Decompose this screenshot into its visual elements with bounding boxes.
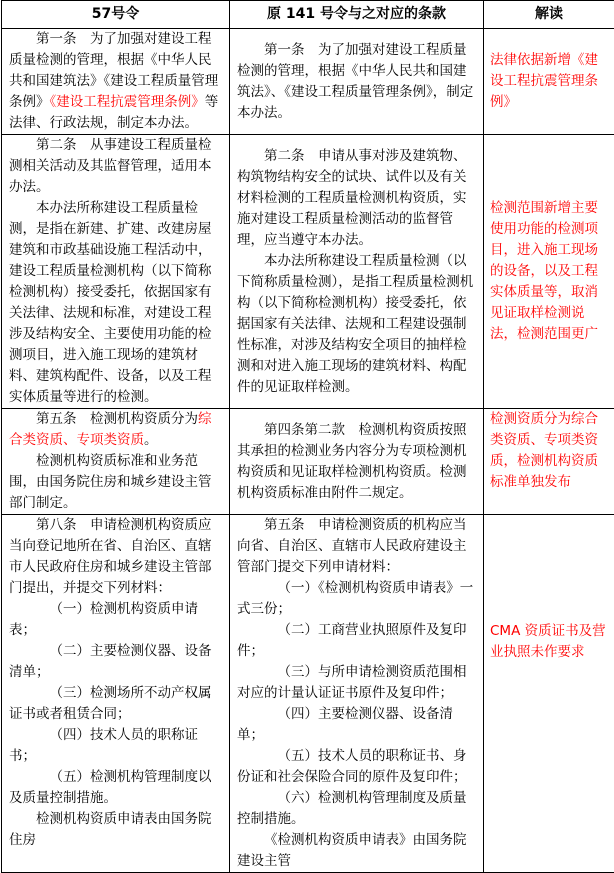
paragraph: [237, 746, 476, 788]
cell-141-order: [230, 409, 484, 515]
header-row: [2, 1, 614, 29]
text-segment: 第八条 申请检测机构资质应当向登记地所在省、自治区、直辖市人民政府住房和城乡建设主管部门提出，并提交下列材料：: [9, 517, 212, 596]
paragraph: [9, 809, 222, 851]
paragraph: [237, 620, 476, 662]
table-row: [2, 515, 614, 873]
text-segment: 《检测机构资质申请表》由国务院建设主管: [237, 832, 467, 869]
cell-57-order: [2, 135, 230, 409]
paragraph: [9, 641, 222, 683]
cell-interpretation: 法律依据新增《建设工程抗震管理条例》: [484, 29, 614, 135]
paragraph: [237, 578, 476, 620]
paragraph: [237, 662, 476, 704]
paragraph: [9, 767, 222, 809]
cell-interpretation: 检测范围新增主要使用功能的检测项目，进入施工现场的设备，以及工程实体质量等，取消见证取样检测说法，检测范围更广: [484, 135, 614, 409]
text-segment: 第四条第二款 检测机构资质按照其承担的检测业务内容分为专项检测机构资质和见证取样检测机构资质。检测机构资质标准由附件二规定。: [237, 422, 467, 501]
paragraph: [237, 788, 476, 830]
text-segment: （六）检测机构管理制度及质量控制措施。: [237, 790, 467, 827]
text-segment: （一）检测机构资质申请表；: [9, 601, 198, 638]
table-row: [2, 409, 614, 515]
cell-57-order: [2, 409, 230, 515]
cell-57-order: [2, 29, 230, 135]
text-segment: （一）《检测机构资质申请表》一式三份；: [237, 580, 473, 617]
text-segment: （二）主要检测仪器、设备清单；: [9, 643, 212, 680]
text-segment: （三）检测场所不动产权属证书或者租赁合同；: [9, 685, 212, 722]
table-row: [2, 29, 614, 135]
paragraph: [9, 451, 222, 514]
text-segment: 检测机构资质标准和业务范围，由国务院住房和城乡建设主管部门制定。: [9, 453, 212, 511]
text-segment: 第二条 从事建设工程质量检测相关活动及其监督管理，适用本办法。: [9, 137, 212, 195]
text-segment: （四）技术人员的职称证书；: [9, 727, 198, 764]
paragraph: [9, 683, 222, 725]
cell-interpretation: 检测资质分为综合类资质、专项类资质，检测机构资质标准单独发布: [484, 409, 614, 515]
cell-57-order: [2, 515, 230, 873]
cell-141-order: [230, 29, 484, 135]
comparison-table: [1, 0, 614, 873]
header-141-order: 原 141 号令与之对应的条款: [230, 1, 484, 29]
text-segment: 第二条 申请从事对涉及建筑物、构筑物结构安全的试块、试件以及有关材料检测的工程质量检测机构资质，实施对建设工程质量检测活动的监督管理，应当遵守本办法。: [237, 148, 467, 248]
paragraph: [9, 29, 222, 134]
header-interpretation: 解读: [484, 1, 614, 29]
text-segment: 等法律、行政法规，制定本办法。: [9, 94, 218, 131]
text-segment: 检测机构资质申请表由国务院住房: [9, 811, 212, 848]
text-segment: 。: [144, 432, 158, 448]
text-segment: 第五条 申请检测资质的机构应当向省、自治区、直辖市人民政府建设主管部门提交下列申请材料：: [237, 517, 467, 575]
cell-141-order: [230, 135, 484, 409]
paragraph: [9, 135, 222, 198]
text-segment: （二）工商营业执照原件及复印件；: [237, 622, 467, 659]
header-57-order: 57号令: [2, 1, 230, 29]
paragraph: [237, 830, 476, 872]
paragraph: [237, 420, 476, 504]
paragraph: [237, 40, 476, 124]
cell-141-order: [230, 515, 484, 873]
paragraph: [237, 251, 476, 398]
text-segment: （四）主要检测仪器、设备清单；: [237, 706, 453, 743]
text-segment: （五）技术人员的职称证书、身份证和社会保险合同的原件及复印件；: [237, 748, 467, 785]
paragraph: [237, 515, 476, 578]
paragraph: [9, 198, 222, 408]
text-segment: （五）检测机构管理制度以及质量控制措施。: [9, 769, 212, 806]
paragraph: [237, 146, 476, 251]
highlighted-text: 《建设工程抗震管理条例》: [50, 94, 205, 110]
paragraph: [9, 725, 222, 767]
paragraph: [9, 515, 222, 599]
text-segment: 本办法所称建设工程质量检测（以下简称质量检测），是指工程质量检测机构（以下简称检测机构）接受委托，依据国家有关法律、法规和工程建设强制性标准，对涉及结构安全项目的抽样检测和对进入施工现场的建筑材料、构配件的见证取样检测。: [237, 253, 473, 395]
paragraph: [9, 599, 222, 641]
text-segment: 第一条 为了加强对建设工程质量检测的管理，根据《中华人民共和国建筑法》《建设工程质量管理条例》: [9, 31, 218, 110]
paragraph: [237, 704, 476, 746]
highlighted-text: 综合类资质、专项类资质: [9, 411, 212, 448]
text-segment: 本办法所称建设工程质量检测，是指在新建、扩建、改建房屋建筑和市政基础设施工程活动中，建设工程质量检测机构（以下简称检测机构）接受委托，依据国家有关法律、法规和标准，对建设工程涉及结构安全、主要使用功能的检测项目，进入施工现场的建筑材料、建筑构配件、设备，以及工程实体质量等进行的检测。: [9, 200, 212, 405]
text-segment: （三）与所申请检测资质范围相对应的计量认证证书原件及复印件；: [237, 664, 467, 701]
table-row: [2, 135, 614, 409]
cell-interpretation: CMA 资质证书及营业执照未作要求: [484, 515, 614, 873]
text-segment: 第五条 检测机构资质分为: [36, 411, 198, 427]
text-segment: 第一条 为了加强对建设工程质量检测的管理，根据《中华人民共和国建筑法》、《建设工程质量管理条例》，制定本办法。: [237, 42, 473, 121]
paragraph: [9, 409, 222, 451]
